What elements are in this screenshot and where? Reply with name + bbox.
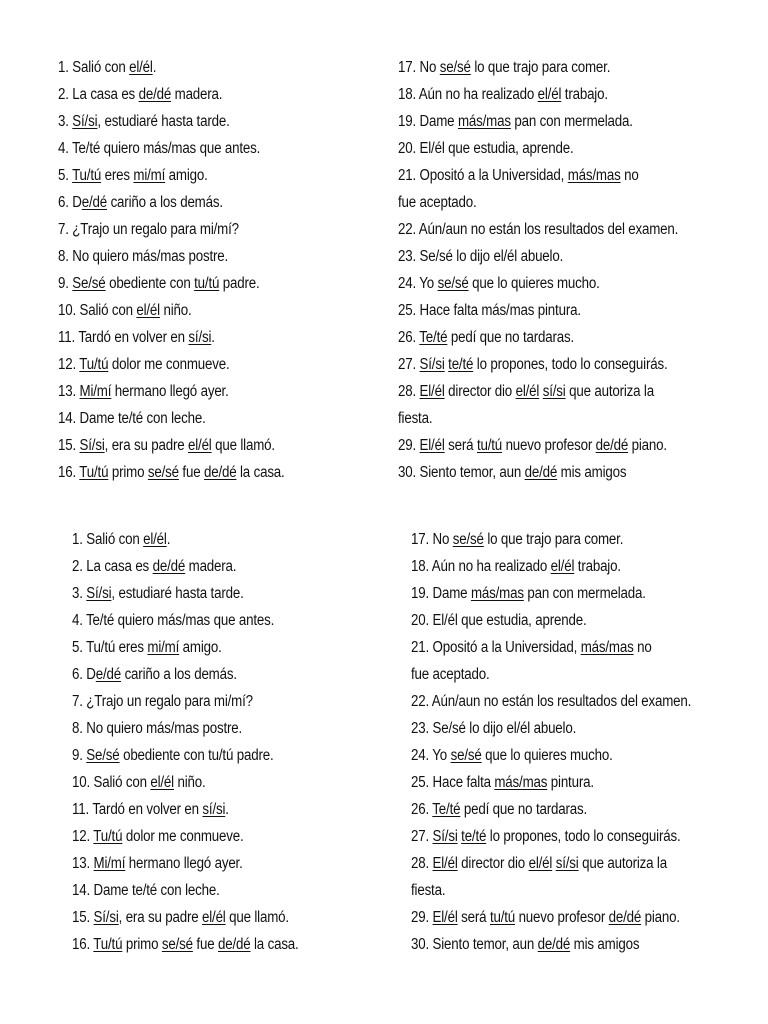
sentence-item — [398, 135, 665, 162]
underlined-word: el/él — [143, 531, 167, 548]
sentence-text: 17. No — [398, 59, 440, 76]
underlined-word: de/dé — [152, 558, 186, 575]
underlined-word: Se/sé — [72, 275, 106, 292]
sentence-text: obediente con tu/tú padre. — [119, 747, 274, 764]
sentence-text: que llamó. — [211, 437, 275, 454]
underlined-word: mi/mí — [133, 167, 166, 184]
sentence-text: que autoriza la fiesta. — [411, 855, 667, 899]
sentence-item — [411, 931, 669, 958]
sentence-text: 7. ¿Trajo un regalo para mi/mí? — [58, 221, 239, 238]
sentence-item — [72, 607, 364, 634]
underlined-word: Sí/si — [86, 585, 112, 602]
sentence-item — [72, 688, 364, 715]
sentence-item — [72, 931, 364, 958]
sentence-text: 9. — [72, 747, 87, 764]
sentence-item — [58, 405, 350, 432]
sentence-item — [398, 432, 665, 459]
sentence-item — [411, 904, 680, 931]
underlined-word: de/dé — [217, 936, 251, 953]
underlined-word: más/mas — [580, 639, 634, 656]
sentence-text: lo propones, todo lo conseguirás. — [486, 828, 681, 845]
sentence-item — [58, 378, 350, 405]
underlined-word: te/té — [461, 828, 487, 845]
underlined-word: tu/tú — [194, 275, 220, 292]
underlined-word: más/mas — [457, 113, 511, 130]
underlined-word: tu/tú — [476, 437, 503, 454]
sentence-text: 11. Tardó en volver en — [58, 329, 189, 346]
sentence-item — [398, 108, 665, 135]
sentence-item — [72, 742, 364, 769]
underlined-word: de/dé — [138, 86, 172, 103]
underlined-word: Se/sé — [86, 747, 120, 764]
sentence-text: la casa. — [236, 464, 285, 481]
sentence-item — [72, 796, 364, 823]
sentence-item — [58, 324, 350, 351]
underlined-word: se/sé — [439, 59, 471, 76]
sentence-item — [398, 378, 682, 432]
sentence-text: 13. — [72, 855, 94, 872]
sentence-text: será — [444, 437, 477, 454]
sentence-item — [411, 742, 669, 769]
sentence-item — [398, 54, 665, 81]
sentence-item — [411, 634, 669, 688]
sentence-item — [411, 607, 669, 634]
sentence-item — [58, 81, 350, 108]
sentence-text: mis amigos — [557, 464, 627, 481]
sentence-text: . — [166, 531, 171, 548]
sentence-text: la casa. — [250, 936, 299, 953]
sentence-text: 6. D — [58, 194, 82, 211]
sentence-item — [58, 108, 350, 135]
sentence-item — [58, 432, 350, 459]
underlined-word: Sí/si — [72, 113, 98, 130]
sentence-item — [58, 162, 350, 189]
underlined-word: Te/té — [419, 329, 448, 346]
sentence-text: 12. — [72, 828, 94, 845]
sentence-text: 5. — [58, 167, 73, 184]
underlined-word: Tu/tú — [79, 356, 109, 373]
sentence-item — [72, 580, 364, 607]
sentence-text: 7. ¿Trajo un regalo para mi/mí? — [72, 693, 253, 710]
sentence-text: lo que trajo para comer. — [483, 531, 624, 548]
sentence-text: madera. — [171, 86, 223, 103]
underlined-word: te/té — [448, 356, 474, 373]
underlined-word: Tu/tú — [72, 167, 102, 184]
sentence-text: 27. — [398, 356, 420, 373]
sentence-text: pan con mermelada. — [523, 585, 646, 602]
sentence-text: 8. No quiero más/mas postre. — [58, 248, 229, 265]
sentence-item — [72, 850, 364, 877]
sentence-text: 19. Dame — [398, 113, 458, 130]
underlined-word: Mi/mí — [79, 383, 112, 400]
sentence-text: 29. — [398, 437, 420, 454]
sentence-text: dolor me conmueve. — [108, 356, 230, 373]
underlined-word: sí/si — [542, 383, 566, 400]
sentence-text: 11. Tardó en volver en — [72, 801, 203, 818]
underlined-word: Sí/si — [432, 828, 458, 845]
right-column — [398, 54, 708, 486]
sentence-item — [398, 324, 665, 351]
underlined-word: se/sé — [161, 936, 193, 953]
sentence-text: 26. — [398, 329, 420, 346]
sentence-text: pan con mermelada. — [510, 113, 633, 130]
sentence-item — [72, 769, 364, 796]
underlined-word: e/dé — [95, 666, 122, 683]
sentence-text: 23. Se/sé lo dijo el/él abuelo. — [398, 248, 564, 265]
underlined-word: el/él — [550, 558, 575, 575]
underlined-word: mi/mí — [147, 639, 180, 656]
sentence-text: obediente con — [105, 275, 195, 292]
underlined-word: el/él — [528, 855, 553, 872]
sentence-text: 15. — [72, 909, 94, 926]
sentence-text: hermano llegó ayer. — [111, 383, 229, 400]
sentence-text: 1. Salió con — [58, 59, 130, 76]
sentence-item — [398, 270, 665, 297]
sentence-item — [411, 526, 669, 553]
sentence-text: 24. Yo — [398, 275, 438, 292]
sentence-text: piano. — [628, 437, 667, 454]
underlined-word: el/él — [515, 383, 540, 400]
sentence-item — [411, 769, 669, 796]
sentence-text: 6. D — [72, 666, 96, 683]
sentence-text: hermano llegó ayer. — [125, 855, 243, 872]
sentence-item — [398, 81, 665, 108]
sentence-item — [411, 553, 669, 580]
sentence-text: que lo quieres mucho. — [468, 275, 600, 292]
sentence-text: 5. Tu/tú eres — [72, 639, 148, 656]
sentence-text: padre. — [219, 275, 260, 292]
underlined-word: Sí/si — [419, 356, 445, 373]
sentence-text: 10. Salió con — [58, 302, 137, 319]
underlined-word: Tu/tú — [93, 936, 123, 953]
underlined-word: e/dé — [81, 194, 108, 211]
underlined-word: Tu/tú — [93, 828, 123, 845]
sentence-text: no fue aceptado. — [411, 639, 652, 683]
underlined-word: El/él — [419, 437, 445, 454]
sentence-item — [411, 580, 669, 607]
underlined-word: sí/si — [555, 855, 579, 872]
sentence-text: , estudiaré hasta tarde. — [111, 585, 244, 602]
sentence-text: cariño a los demás. — [121, 666, 237, 683]
sentence-item — [398, 216, 679, 243]
sentence-text: que autoriza la fiesta. — [398, 383, 654, 427]
sentence-text: 27. — [411, 828, 433, 845]
underlined-word: más/mas — [470, 585, 524, 602]
sentence-text: . — [211, 329, 215, 346]
underlined-word: sí/si — [188, 329, 212, 346]
sentence-text: 25. Hace falta más/mas pintura. — [398, 302, 581, 319]
sentence-item — [58, 297, 350, 324]
sentence-item — [398, 243, 665, 270]
sentence-text: primo — [122, 936, 162, 953]
sentence-text: 21. Opositó a la Universidad, — [411, 639, 581, 656]
sentence-text: 22. Aún/aun no están los resultados del examen. — [411, 693, 692, 710]
sentence-text: 16. — [58, 464, 80, 481]
sentence-text: 20. El/él que estudia, aprende. — [411, 612, 587, 629]
sentence-text: eres — [101, 167, 134, 184]
sentence-text: que llamó. — [225, 909, 289, 926]
underlined-word: más/mas — [494, 774, 548, 791]
sentence-item — [72, 553, 364, 580]
sentence-item — [72, 661, 364, 688]
sentence-text: amigo. — [165, 167, 208, 184]
sentence-text: 9. — [58, 275, 73, 292]
left-column — [58, 54, 398, 486]
sentence-text: 22. Aún/aun no están los resultados del examen. — [398, 221, 679, 238]
worksheet-copy-2 — [72, 526, 711, 958]
underlined-word: de/dé — [203, 464, 237, 481]
sentence-item — [411, 823, 681, 850]
sentence-text: 28. — [398, 383, 420, 400]
sentence-text: 25. Hace falta — [411, 774, 495, 791]
sentence-item — [72, 823, 364, 850]
sentence-item — [72, 904, 364, 931]
underlined-word: Te/té — [432, 801, 461, 818]
sentence-text: lo que trajo para comer. — [470, 59, 611, 76]
sentence-item — [58, 270, 350, 297]
underlined-word: el/él — [188, 437, 212, 454]
sentence-text: no fue aceptado. — [398, 167, 639, 211]
underlined-word: se/sé — [452, 531, 484, 548]
sentence-item — [398, 459, 665, 486]
underlined-word: sí/si — [202, 801, 226, 818]
sentence-text: 4. Te/té quiero más/mas que antes. — [58, 140, 261, 157]
underlined-word: El/él — [419, 383, 445, 400]
sentence-text: que lo quieres mucho. — [481, 747, 613, 764]
underlined-word: de/dé — [608, 909, 642, 926]
sentence-text: 20. El/él que estudia, aprende. — [398, 140, 574, 157]
sentence-item — [58, 216, 350, 243]
sentence-text: 2. La casa es — [72, 558, 153, 575]
sentence-text: 30. Siento temor, aun — [411, 936, 538, 953]
sentence-text: . — [152, 59, 157, 76]
sentence-item — [411, 796, 669, 823]
sentence-text: 10. Salió con — [72, 774, 151, 791]
underlined-word: Tu/tú — [79, 464, 109, 481]
sentence-text: niño. — [173, 774, 206, 791]
underlined-word: el/él — [202, 909, 226, 926]
sentence-text: 19. Dame — [411, 585, 471, 602]
sentence-text: 28. — [411, 855, 433, 872]
underlined-word: El/él — [432, 909, 458, 926]
sentence-text: fue — [192, 936, 218, 953]
sentence-item — [58, 189, 350, 216]
sentence-item — [398, 297, 665, 324]
sentence-item — [72, 877, 364, 904]
sentence-text: director dio — [457, 855, 529, 872]
underlined-word: de/dé — [524, 464, 558, 481]
sentence-text: 12. — [58, 356, 80, 373]
underlined-word: Sí/si — [93, 909, 119, 926]
sentence-text: trabajo. — [574, 558, 621, 575]
sentence-text: 23. Se/sé lo dijo el/él abuelo. — [411, 720, 577, 737]
sentence-text: 13. — [58, 383, 80, 400]
sentence-text: madera. — [185, 558, 237, 575]
sentence-text: niño. — [159, 302, 192, 319]
sentence-text: 30. Siento temor, aun — [398, 464, 525, 481]
underlined-word: Sí/si — [79, 437, 105, 454]
sentence-text: , estudiaré hasta tarde. — [97, 113, 230, 130]
sentence-text: fue — [178, 464, 204, 481]
sentence-text: 4. Te/té quiero más/mas que antes. — [72, 612, 275, 629]
sentence-text: 24. Yo — [411, 747, 451, 764]
underlined-word: el/él — [136, 302, 160, 319]
underlined-word: Mi/mí — [93, 855, 126, 872]
sentence-text: pintura. — [547, 774, 594, 791]
underlined-word: el/él — [537, 86, 562, 103]
underlined-word: se/sé — [437, 275, 469, 292]
sentence-text: 15. — [58, 437, 80, 454]
sentence-item — [411, 688, 692, 715]
underlined-word: el/él — [150, 774, 174, 791]
sentence-item — [72, 715, 364, 742]
sentence-text: 1. Salió con — [72, 531, 144, 548]
sentence-text: 3. — [72, 585, 87, 602]
sentence-text: lo propones, todo lo conseguirás. — [473, 356, 668, 373]
sentence-item — [58, 54, 350, 81]
sentence-text: mis amigos — [570, 936, 640, 953]
sentence-text: 2. La casa es — [58, 86, 139, 103]
worksheet-copy-1 — [58, 54, 708, 486]
sentence-text: 26. — [411, 801, 433, 818]
sentence-text: 16. — [72, 936, 94, 953]
underlined-word: el/él — [129, 59, 153, 76]
sentence-text: primo — [108, 464, 148, 481]
underlined-word: de/dé — [537, 936, 571, 953]
underlined-word: tu/tú — [489, 909, 516, 926]
sentence-text: amigo. — [179, 639, 222, 656]
sentence-text: piano. — [641, 909, 680, 926]
sentence-text: 29. — [411, 909, 433, 926]
sentence-text: cariño a los demás. — [107, 194, 223, 211]
sentence-item — [411, 850, 695, 904]
sentence-text: . — [225, 801, 229, 818]
underlined-word: de/dé — [595, 437, 629, 454]
sentence-text: 3. — [58, 113, 73, 130]
sentence-text: 14. Dame te/té con leche. — [72, 882, 220, 899]
sentence-item — [58, 351, 350, 378]
sentence-text: 8. No quiero más/mas postre. — [72, 720, 243, 737]
underlined-word: El/él — [432, 855, 458, 872]
sentence-item — [72, 634, 364, 661]
sentence-text: , era su padre — [118, 909, 203, 926]
sentence-text: será — [457, 909, 490, 926]
sentence-text: 18. Aún no ha realizado — [411, 558, 551, 575]
sentence-item — [58, 459, 350, 486]
sentence-text: nuevo profesor — [515, 909, 609, 926]
sentence-item — [411, 715, 669, 742]
sentence-text: pedí que no tardaras. — [447, 329, 575, 346]
sentence-text: trabajo. — [561, 86, 608, 103]
sentence-text: 17. No — [411, 531, 453, 548]
sentence-text: 18. Aún no ha realizado — [398, 86, 538, 103]
sentence-item — [398, 162, 656, 216]
underlined-word: más/mas — [567, 167, 621, 184]
sentence-text: 21. Opositó a la Universidad, — [398, 167, 568, 184]
left-column — [72, 526, 411, 958]
sentence-item — [58, 135, 350, 162]
sentence-item — [398, 351, 668, 378]
underlined-word: se/sé — [147, 464, 179, 481]
sentence-text: dolor me conmueve. — [122, 828, 244, 845]
right-column — [411, 526, 711, 958]
sentence-item — [72, 526, 364, 553]
sentence-text: 14. Dame te/té con leche. — [58, 410, 206, 427]
sentence-text: pedí que no tardaras. — [460, 801, 588, 818]
sentence-text: , era su padre — [104, 437, 189, 454]
sentence-text: nuevo profesor — [502, 437, 596, 454]
underlined-word: se/sé — [450, 747, 482, 764]
sentence-item — [58, 243, 350, 270]
sentence-text: director dio — [444, 383, 516, 400]
